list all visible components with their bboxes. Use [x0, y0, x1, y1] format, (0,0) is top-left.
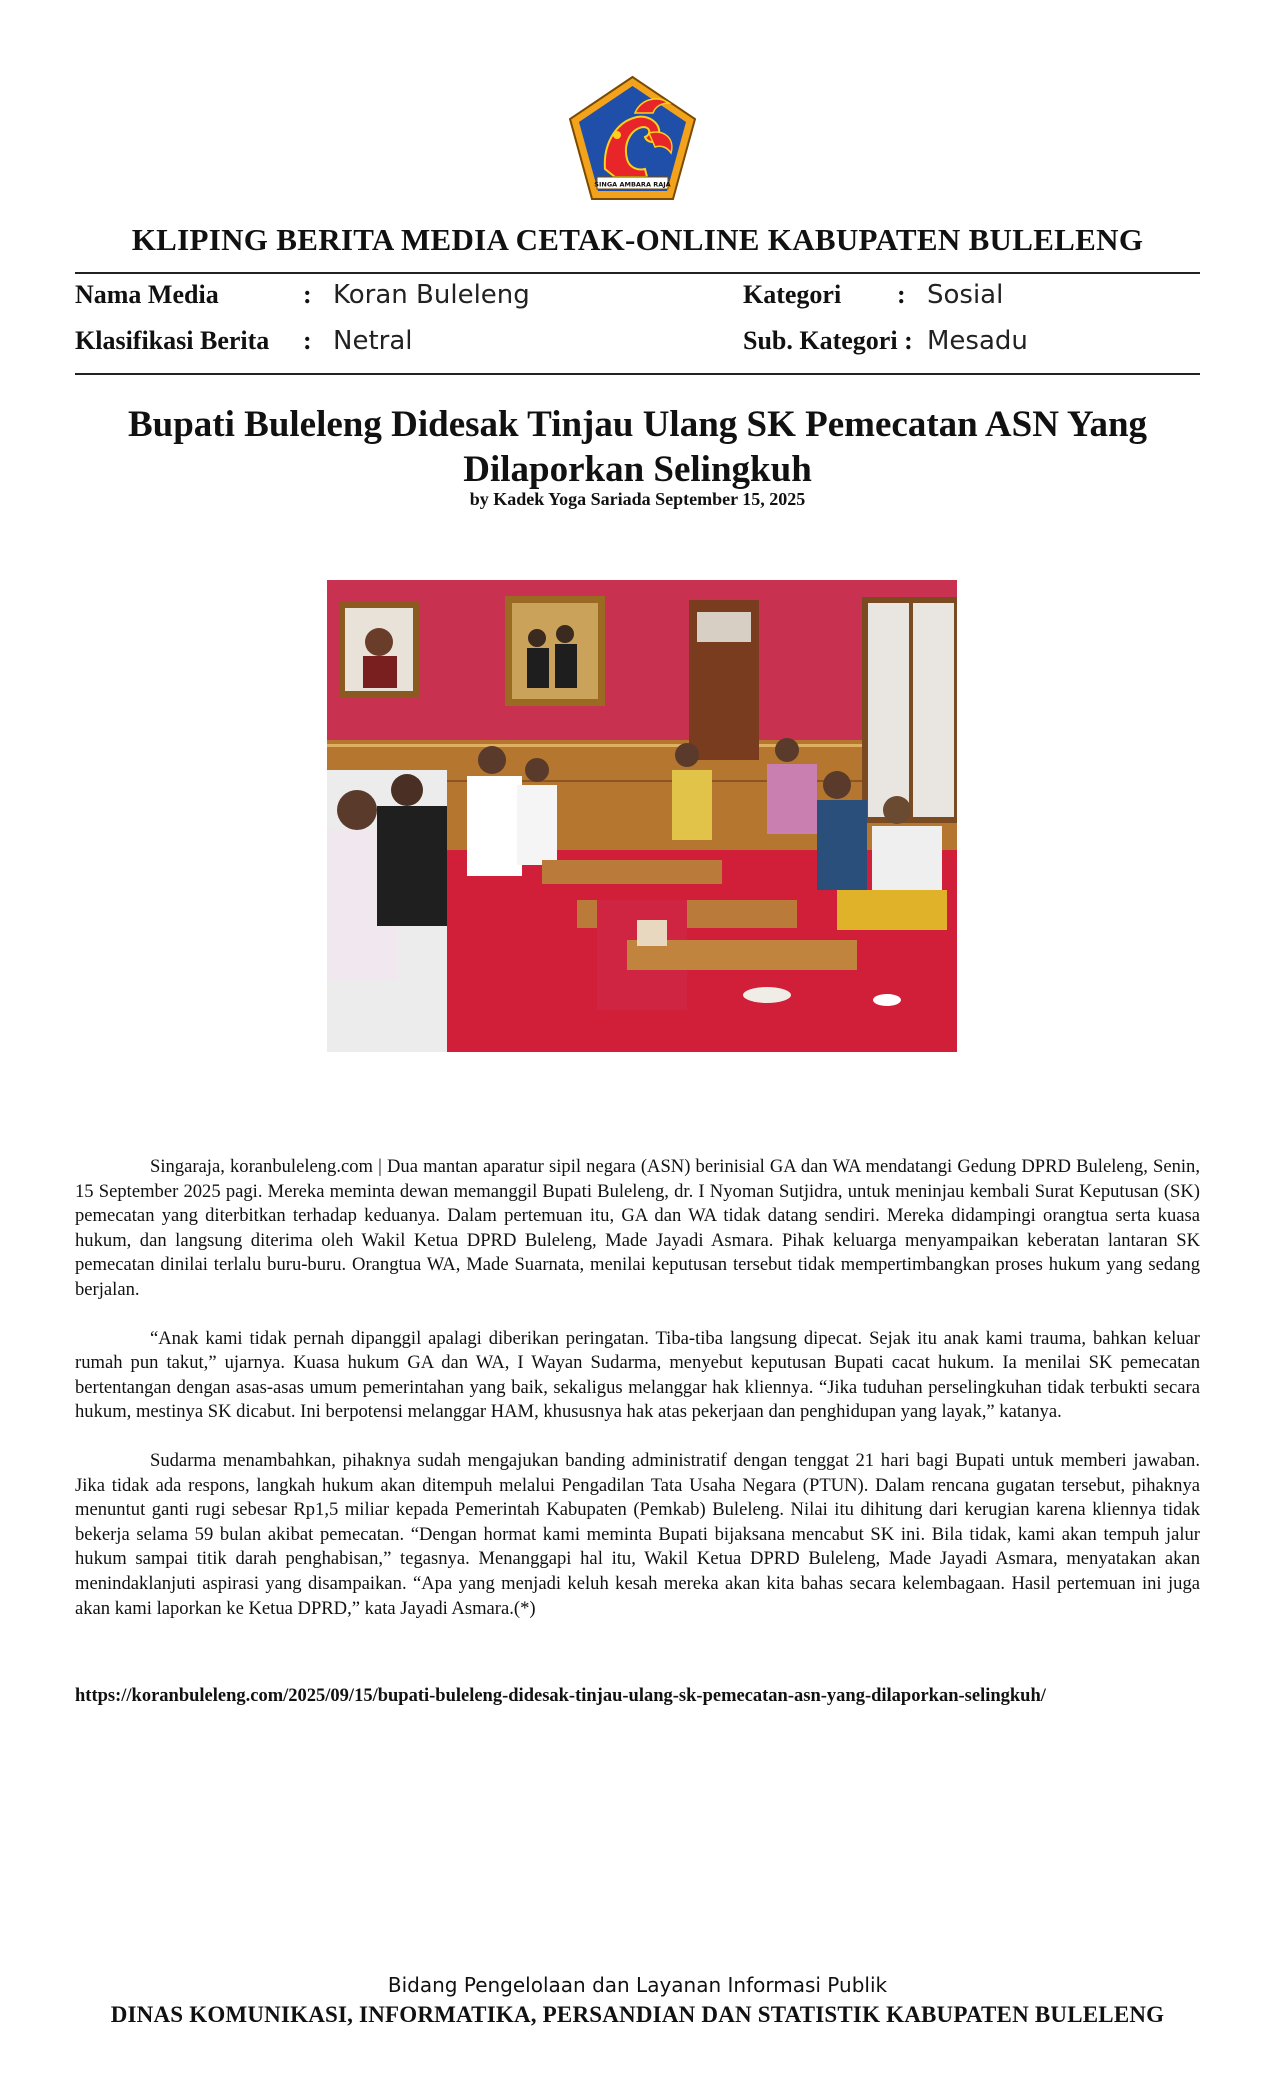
article-paragraph: “Anak kami tidak pernah dipanggil apalagi diberikan peringatan. Tiba-tiba langsung dipecat. Sejak itu anak kami trauma, bahkan keluar rumah pun takut,” ujarnya. Kuasa hukum GA dan WA, I Wayan Sudarma, menyebut keputusan Bupati cacat hukum. Ia menilai SK pemecatan bertentangan dengan asas-asas umum pemerintahan yang baik, sekaligus melanggar hak kliennya. “Jika tuduhan perselingkuhan tidak terbukti secara hukum, mestinya SK dicabut. Ini berpotensi melanggar HAM, khususnya hak atas pekerjaan dan penghidupan yang layak,” katanya. [75, 1327, 1200, 1423]
klasifikasi-value: Netral [333, 326, 413, 356]
kategori-value: Sosial [927, 280, 1004, 310]
kategori-label: Kategori [743, 280, 842, 309]
nama-media-value: Koran Buleleng [333, 280, 530, 310]
source-url: https://koranbuleleng.com/2025/09/15/bupati-buleleng-didesak-tinjau-ulang-sk-pemecatan-asn-yang-dilaporkan-selingkuh/ [75, 1686, 1046, 1706]
divider-top [75, 272, 1200, 274]
meta-row-media [75, 280, 1200, 320]
article-paragraph: Sudarma menambahkan, pihaknya sudah mengajukan banding administratif dengan tenggat 21 hari bagi Bupati untuk memberi jawaban. Jika tidak ada respons, langkah hukum akan ditempuh melalui Pengadilan Tata Usaha Negara (PTUN). Dalam rencana gugatan tersebut, pihaknya menuntut ganti rugi sebesar Rp1,5 miliar kepada Pemerintah Kabupaten (Pemkab) Buleleng. Nilai itu dihitung dari kerugian karena kliennya tidak bekerja selama 59 bulan akibat pemecatan. “Dengan hormat kami meminta Bupati bijaksana mencabut SK ini. Bila tidak, kami akan tempuh jalur hukum sampai titik darah penghabisan,” tegasnya. Menanggapi hal itu, Wakil Ketua DPRD Buleleng, Made Jayadi Asmara, menyatakan akan menindaklanjuti aspirasi yang disampaikan. “Apa yang menjadi keluh kesah mereka akan kita bahas secara kelembagaan. Hasil pertemuan ini juga akan kami laporkan ke Ketua DPRD,” kata Jayadi Asmara.(*) [75, 1449, 1200, 1619]
sub-kategori-label: Sub. Kategori : [743, 326, 913, 355]
meeting-room-photo [327, 580, 957, 1052]
colon: : [303, 280, 312, 309]
kabupaten-buleleng-crest-icon [565, 73, 700, 203]
meta-row-klasifikasi [75, 326, 1200, 366]
colon: : [897, 280, 906, 309]
colon: : [303, 326, 312, 355]
sub-kategori-value: Mesadu [927, 326, 1028, 356]
document-title: KLIPING BERITA MEDIA CETAK-ONLINE KABUPATEN BULELENG [131, 222, 1144, 257]
article-body [75, 1155, 1200, 1645]
footer-agency: DINAS KOMUNIKASI, INFORMATIKA, PERSANDIAN DAN STATISTIK KABUPATEN BULELENG [110, 2002, 1165, 2027]
footer-division: Bidang Pengelolaan dan Layanan Informasi Publik [387, 1973, 888, 1997]
nama-media-label: Nama Media [75, 280, 219, 309]
logo-motto: SINGA AMBARA RAJA [594, 180, 671, 189]
article-headline: Bupati Buleleng Didesak Tinjau Ulang SK Pemecatan ASN Yang Dilaporkan Selingkuh [127, 404, 1148, 490]
article-byline: by Kadek Yoga Sariada September 15, 2025 [469, 489, 806, 509]
klasifikasi-label: Klasifikasi Berita [75, 326, 270, 355]
divider-bottom [75, 373, 1200, 375]
article-paragraph: Singaraja, koranbuleleng.com | Dua mantan aparatur sipil negara (ASN) berinisial GA dan WA mendatangi Gedung DPRD Buleleng, Senin, 15 September 2025 pagi. Mereka meminta dewan memanggil Bupati Buleleng, dr. I Nyoman Sutjidra, untuk meninjau kembali Surat Keputusan (SK) pemecatan yang diterbitkan terhadap keduanya. Dalam pertemuan itu, GA dan WA tidak datang sendiri. Mereka didampingi orangtua serta kuasa hukum, dan langsung diterima oleh Wakil Ketua DPRD Buleleng, Made Jayadi Asmara. Pihak keluarga menyampaikan keberatan lantaran SK pemecatan dinilai terlalu buru-buru. Orangtua WA, Made Suarnata, menilai keputusan tersebut tidak mempertimbangkan proses hukum yang sedang berjalan. [75, 1156, 1200, 1300]
